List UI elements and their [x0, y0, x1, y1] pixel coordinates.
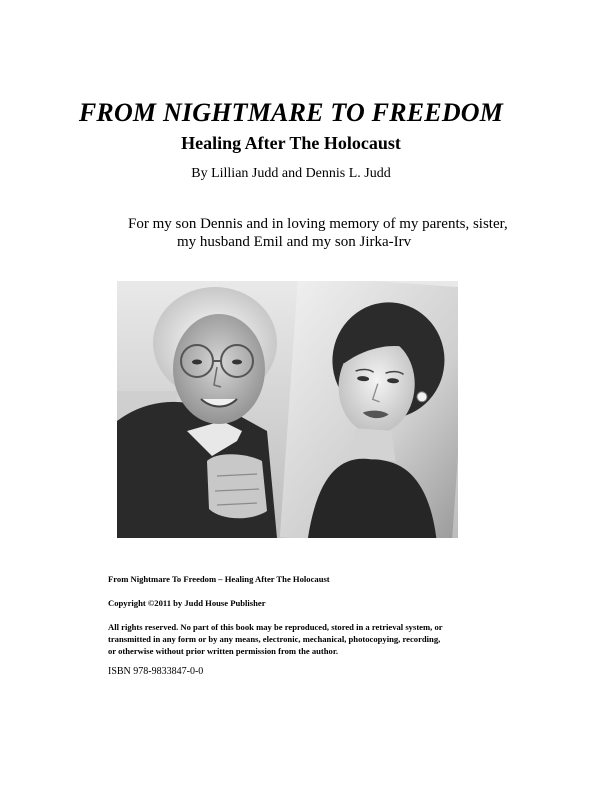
rights-line-1: All rights reserved. No part of this book may be reproduced, stored in a retrieval system, or — [108, 622, 443, 632]
book-subtitle: Healing After The Holocaust — [181, 133, 401, 153]
copyright-line: Copyright ©2011 by Judd House Publisher — [108, 598, 266, 608]
rights-line-3: or otherwise without prior written permission from the author. — [108, 646, 339, 656]
rights-notice — [108, 621, 528, 657]
cover-photo — [117, 281, 458, 538]
isbn-line: ISBN 978-9833847-0-0 — [108, 666, 204, 677]
dedication-line-1: For my son Dennis and in loving memory of my parents, sister, — [128, 216, 508, 232]
authors-line: By Lillian Judd and Dennis L. Judd — [191, 166, 391, 181]
dedication-line-2: my husband Emil and my son Jirka-Irv — [177, 234, 412, 250]
book-title: FROM NIGHTMARE TO FREEDOM — [78, 98, 504, 127]
rights-line-2: transmitted in any form or by any means, electronic, mechanical, photocopying, recording, — [108, 634, 441, 644]
colophon-book-title: From Nightmare To Freedom – Healing After The Holocaust — [108, 574, 330, 584]
